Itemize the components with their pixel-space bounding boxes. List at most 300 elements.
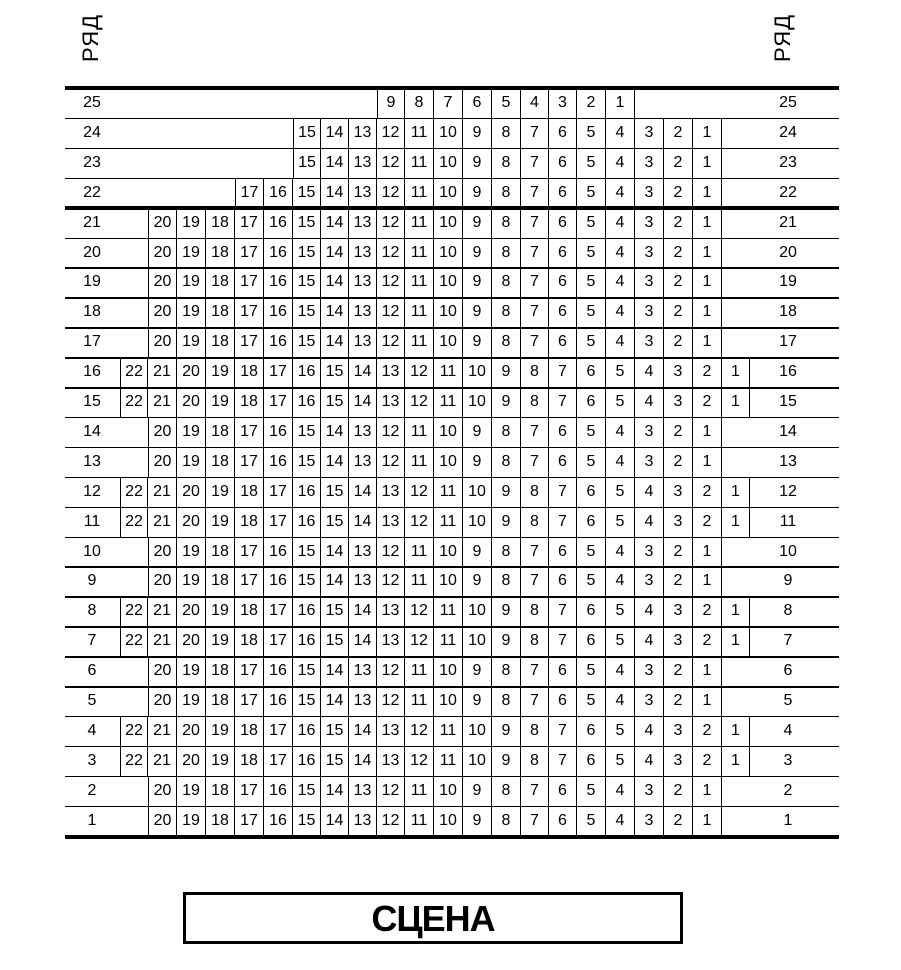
seat[interactable]: 13	[377, 387, 405, 417]
seat[interactable]: 10	[463, 746, 492, 776]
seat[interactable]: 16	[293, 387, 321, 417]
seat[interactable]: 3	[635, 208, 664, 238]
seat[interactable]: 5	[606, 626, 635, 656]
seat[interactable]: 6	[549, 686, 577, 716]
seat[interactable]: 11	[405, 806, 434, 836]
seat[interactable]: 20	[148, 656, 177, 686]
seat[interactable]: 3	[635, 267, 664, 297]
seat[interactable]: 14	[321, 417, 349, 447]
seat[interactable]: 16	[293, 507, 321, 537]
seat[interactable]: 6	[549, 417, 577, 447]
seat[interactable]: 14	[349, 596, 377, 626]
seat[interactable]: 3	[635, 806, 664, 836]
seat[interactable]: 17	[235, 806, 264, 836]
seat[interactable]: 18	[206, 267, 235, 297]
seat[interactable]: 9	[463, 537, 492, 567]
seat[interactable]: 22	[120, 357, 148, 387]
seat[interactable]: 9	[463, 118, 492, 148]
seat[interactable]: 21	[148, 626, 177, 656]
seat[interactable]: 6	[549, 806, 577, 836]
seat[interactable]: 13	[377, 477, 405, 507]
seat[interactable]: 15	[293, 238, 321, 268]
seat[interactable]: 19	[177, 776, 206, 806]
seat[interactable]: 17	[235, 417, 264, 447]
seat[interactable]: 12	[405, 477, 434, 507]
seat[interactable]: 17	[264, 357, 293, 387]
seat[interactable]: 20	[148, 447, 177, 477]
seat[interactable]: 12	[377, 148, 405, 178]
seat[interactable]: 4	[606, 267, 635, 297]
seat[interactable]: 10	[434, 238, 463, 268]
seat[interactable]: 13	[349, 267, 377, 297]
seat[interactable]: 5	[577, 656, 606, 686]
seat[interactable]: 18	[206, 776, 235, 806]
seat[interactable]: 4	[521, 88, 549, 118]
seat[interactable]: 15	[321, 477, 349, 507]
seat[interactable]: 8	[521, 626, 549, 656]
seat[interactable]: 10	[434, 297, 463, 327]
seat[interactable]: 17	[235, 537, 264, 567]
seat[interactable]: 6	[549, 656, 577, 686]
seat[interactable]: 20	[148, 417, 177, 447]
seat[interactable]: 11	[405, 686, 434, 716]
seat[interactable]: 9	[463, 267, 492, 297]
seat[interactable]: 21	[148, 596, 177, 626]
seat[interactable]: 7	[521, 776, 549, 806]
seat[interactable]: 2	[664, 537, 693, 567]
seat[interactable]: 5	[606, 357, 635, 387]
seat[interactable]: 11	[434, 387, 463, 417]
seat[interactable]: 9	[463, 776, 492, 806]
seat[interactable]: 8	[521, 596, 549, 626]
seat[interactable]: 14	[321, 806, 349, 836]
seat[interactable]: 9	[492, 357, 521, 387]
seat[interactable]: 5	[577, 148, 606, 178]
seat[interactable]: 2	[664, 327, 693, 357]
seat[interactable]: 5	[492, 88, 521, 118]
seat[interactable]: 7	[549, 357, 577, 387]
seat[interactable]: 1	[693, 537, 722, 567]
seat[interactable]: 10	[463, 477, 492, 507]
seat[interactable]: 19	[206, 387, 235, 417]
seat[interactable]: 1	[693, 447, 722, 477]
seat[interactable]: 4	[606, 776, 635, 806]
seat[interactable]: 7	[521, 267, 549, 297]
seat[interactable]: 8	[492, 806, 521, 836]
seat[interactable]: 2	[664, 686, 693, 716]
seat[interactable]: 9	[492, 596, 521, 626]
seat[interactable]: 19	[177, 208, 206, 238]
seat[interactable]: 7	[521, 327, 549, 357]
seat[interactable]: 13	[349, 776, 377, 806]
seat[interactable]: 13	[349, 656, 377, 686]
seat[interactable]: 3	[664, 716, 693, 746]
seat[interactable]: 8	[492, 208, 521, 238]
seat[interactable]: 10	[434, 656, 463, 686]
seat[interactable]: 8	[521, 477, 549, 507]
seat[interactable]: 22	[120, 716, 148, 746]
seat[interactable]: 1	[606, 88, 635, 118]
seat[interactable]: 1	[693, 566, 722, 596]
seat[interactable]: 3	[635, 178, 664, 208]
seat[interactable]: 5	[577, 447, 606, 477]
seat[interactable]: 12	[405, 716, 434, 746]
seat[interactable]: 7	[521, 297, 549, 327]
seat[interactable]: 1	[693, 297, 722, 327]
seat[interactable]: 4	[606, 686, 635, 716]
seat[interactable]: 7	[521, 417, 549, 447]
seat[interactable]: 19	[177, 327, 206, 357]
seat[interactable]: 9	[492, 716, 521, 746]
seat[interactable]: 6	[549, 327, 577, 357]
seat[interactable]: 18	[206, 238, 235, 268]
seat[interactable]: 1	[693, 776, 722, 806]
seat[interactable]: 4	[606, 297, 635, 327]
seat[interactable]: 3	[635, 776, 664, 806]
seat[interactable]: 11	[434, 716, 463, 746]
seat[interactable]: 6	[549, 267, 577, 297]
seat[interactable]: 3	[635, 686, 664, 716]
seat[interactable]: 12	[377, 297, 405, 327]
seat[interactable]: 15	[321, 596, 349, 626]
seat[interactable]: 1	[722, 716, 750, 746]
seat[interactable]: 20	[148, 238, 177, 268]
seat[interactable]: 2	[664, 238, 693, 268]
seat[interactable]: 14	[321, 208, 349, 238]
seat[interactable]: 16	[264, 267, 293, 297]
seat[interactable]: 10	[434, 178, 463, 208]
seat[interactable]: 20	[177, 507, 206, 537]
seat[interactable]: 6	[549, 537, 577, 567]
seat[interactable]: 14	[321, 447, 349, 477]
seat[interactable]: 12	[377, 267, 405, 297]
seat[interactable]: 10	[463, 357, 492, 387]
seat[interactable]: 2	[693, 507, 722, 537]
seat[interactable]: 7	[521, 178, 549, 208]
seat[interactable]: 4	[635, 387, 664, 417]
seat[interactable]: 19	[177, 447, 206, 477]
seat[interactable]: 4	[606, 238, 635, 268]
seat[interactable]: 8	[492, 297, 521, 327]
seat[interactable]: 7	[521, 537, 549, 567]
seat[interactable]: 6	[549, 447, 577, 477]
seat[interactable]: 3	[664, 477, 693, 507]
seat[interactable]: 11	[405, 776, 434, 806]
seat[interactable]: 16	[264, 238, 293, 268]
seat[interactable]: 8	[521, 507, 549, 537]
seat[interactable]: 13	[349, 297, 377, 327]
seat[interactable]: 9	[463, 148, 492, 178]
seat[interactable]: 9	[463, 656, 492, 686]
seat[interactable]: 11	[434, 357, 463, 387]
seat[interactable]: 6	[577, 746, 606, 776]
seat[interactable]: 9	[463, 178, 492, 208]
seat[interactable]: 1	[693, 327, 722, 357]
seat[interactable]: 12	[405, 387, 434, 417]
seat[interactable]: 11	[405, 297, 434, 327]
seat[interactable]: 14	[321, 238, 349, 268]
seat[interactable]: 4	[635, 596, 664, 626]
seat[interactable]: 3	[664, 357, 693, 387]
seat[interactable]: 9	[492, 477, 521, 507]
seat[interactable]: 17	[264, 596, 293, 626]
seat[interactable]: 11	[405, 208, 434, 238]
seat[interactable]: 12	[377, 208, 405, 238]
seat[interactable]: 6	[549, 238, 577, 268]
seat[interactable]: 5	[577, 178, 606, 208]
seat[interactable]: 10	[463, 716, 492, 746]
seat[interactable]: 12	[377, 447, 405, 477]
seat[interactable]: 8	[405, 88, 434, 118]
seat[interactable]: 6	[577, 626, 606, 656]
seat[interactable]: 17	[235, 686, 264, 716]
seat[interactable]: 10	[463, 596, 492, 626]
seat[interactable]: 2	[664, 208, 693, 238]
seat[interactable]: 6	[577, 507, 606, 537]
seat[interactable]: 14	[321, 656, 349, 686]
seat[interactable]: 18	[235, 716, 264, 746]
seat[interactable]: 3	[664, 596, 693, 626]
seat[interactable]: 11	[434, 507, 463, 537]
seat[interactable]: 11	[405, 327, 434, 357]
seat[interactable]: 17	[235, 297, 264, 327]
seat[interactable]: 8	[492, 178, 521, 208]
seat[interactable]: 10	[463, 507, 492, 537]
seat[interactable]: 8	[492, 776, 521, 806]
seat[interactable]: 15	[321, 387, 349, 417]
seat[interactable]: 9	[377, 88, 405, 118]
seat[interactable]: 20	[177, 626, 206, 656]
seat[interactable]: 13	[349, 686, 377, 716]
seat[interactable]: 22	[120, 387, 148, 417]
seat[interactable]: 18	[206, 686, 235, 716]
seat[interactable]: 16	[264, 447, 293, 477]
seat[interactable]: 11	[405, 238, 434, 268]
seat[interactable]: 16	[264, 686, 293, 716]
seat[interactable]: 17	[235, 178, 264, 208]
seat[interactable]: 15	[293, 806, 321, 836]
seat[interactable]: 2	[664, 806, 693, 836]
seat[interactable]: 20	[177, 477, 206, 507]
seat[interactable]: 12	[377, 537, 405, 567]
seat[interactable]: 6	[549, 776, 577, 806]
seat[interactable]: 12	[377, 178, 405, 208]
seat[interactable]: 10	[434, 686, 463, 716]
seat[interactable]: 19	[177, 566, 206, 596]
seat[interactable]: 4	[606, 537, 635, 567]
seat[interactable]: 17	[264, 746, 293, 776]
seat[interactable]: 1	[693, 267, 722, 297]
seat[interactable]: 3	[635, 656, 664, 686]
seat[interactable]: 19	[206, 507, 235, 537]
seat[interactable]: 5	[606, 716, 635, 746]
seat[interactable]: 14	[321, 118, 349, 148]
seat[interactable]: 1	[693, 686, 722, 716]
seat[interactable]: 16	[293, 596, 321, 626]
seat[interactable]: 10	[434, 447, 463, 477]
seat[interactable]: 15	[293, 447, 321, 477]
seat[interactable]: 4	[606, 178, 635, 208]
seat[interactable]: 19	[177, 806, 206, 836]
seat[interactable]: 11	[405, 656, 434, 686]
seat[interactable]: 2	[693, 357, 722, 387]
seat[interactable]: 12	[377, 238, 405, 268]
seat[interactable]: 14	[321, 686, 349, 716]
seat[interactable]: 4	[606, 148, 635, 178]
seat[interactable]: 15	[293, 327, 321, 357]
seat[interactable]: 8	[492, 267, 521, 297]
seat[interactable]: 3	[549, 88, 577, 118]
seat[interactable]: 11	[434, 626, 463, 656]
seat[interactable]: 16	[264, 208, 293, 238]
seat[interactable]: 11	[405, 267, 434, 297]
seat[interactable]: 1	[693, 417, 722, 447]
seat[interactable]: 22	[120, 626, 148, 656]
seat[interactable]: 6	[549, 566, 577, 596]
seat[interactable]: 16	[293, 626, 321, 656]
seat[interactable]: 8	[492, 537, 521, 567]
seat[interactable]: 3	[635, 566, 664, 596]
seat[interactable]: 14	[321, 267, 349, 297]
seat[interactable]: 2	[664, 267, 693, 297]
seat[interactable]: 6	[577, 477, 606, 507]
seat[interactable]: 17	[235, 208, 264, 238]
seat[interactable]: 13	[349, 417, 377, 447]
seat[interactable]: 16	[293, 716, 321, 746]
seat[interactable]: 19	[177, 686, 206, 716]
seat[interactable]: 2	[664, 148, 693, 178]
seat[interactable]: 6	[577, 387, 606, 417]
seat[interactable]: 8	[492, 447, 521, 477]
seat[interactable]: 20	[177, 746, 206, 776]
seat[interactable]: 20	[177, 387, 206, 417]
seat[interactable]: 6	[549, 148, 577, 178]
seat[interactable]: 5	[577, 776, 606, 806]
seat[interactable]: 2	[664, 417, 693, 447]
seat[interactable]: 11	[405, 148, 434, 178]
seat[interactable]: 6	[577, 716, 606, 746]
seat[interactable]: 18	[235, 507, 264, 537]
seat[interactable]: 3	[635, 238, 664, 268]
seat[interactable]: 3	[664, 746, 693, 776]
seat[interactable]: 15	[293, 297, 321, 327]
seat[interactable]: 13	[349, 148, 377, 178]
seat[interactable]: 2	[577, 88, 606, 118]
seat[interactable]: 7	[549, 387, 577, 417]
seat[interactable]: 12	[377, 417, 405, 447]
seat[interactable]: 3	[635, 417, 664, 447]
seat[interactable]: 19	[177, 297, 206, 327]
seat[interactable]: 18	[235, 477, 264, 507]
seat[interactable]: 17	[264, 477, 293, 507]
seat[interactable]: 13	[377, 596, 405, 626]
seat[interactable]: 3	[635, 297, 664, 327]
seat[interactable]: 15	[321, 716, 349, 746]
seat[interactable]: 2	[664, 566, 693, 596]
seat[interactable]: 15	[293, 118, 321, 148]
seat[interactable]: 20	[148, 267, 177, 297]
seat[interactable]: 8	[521, 746, 549, 776]
seat[interactable]: 21	[148, 357, 177, 387]
seat[interactable]: 21	[148, 387, 177, 417]
seat[interactable]: 5	[577, 537, 606, 567]
seat[interactable]: 15	[293, 776, 321, 806]
seat[interactable]: 12	[377, 686, 405, 716]
seat[interactable]: 12	[405, 357, 434, 387]
seat[interactable]: 20	[148, 208, 177, 238]
seat[interactable]: 16	[264, 537, 293, 567]
seat[interactable]: 6	[549, 208, 577, 238]
seat[interactable]: 8	[492, 118, 521, 148]
seat[interactable]: 15	[293, 686, 321, 716]
seat[interactable]: 19	[206, 716, 235, 746]
seat[interactable]: 19	[177, 267, 206, 297]
seat[interactable]: 18	[206, 297, 235, 327]
seat[interactable]: 20	[148, 566, 177, 596]
seat[interactable]: 8	[521, 716, 549, 746]
seat[interactable]: 14	[349, 507, 377, 537]
seat[interactable]: 5	[577, 297, 606, 327]
seat[interactable]: 12	[377, 118, 405, 148]
seat[interactable]: 7	[549, 477, 577, 507]
seat[interactable]: 10	[434, 776, 463, 806]
seat[interactable]: 13	[349, 537, 377, 567]
seat[interactable]: 1	[722, 507, 750, 537]
seat[interactable]: 7	[549, 746, 577, 776]
seat[interactable]: 4	[606, 656, 635, 686]
seat[interactable]: 10	[434, 806, 463, 836]
seat[interactable]: 5	[606, 477, 635, 507]
seat[interactable]: 18	[206, 447, 235, 477]
seat[interactable]: 12	[405, 626, 434, 656]
seat[interactable]: 1	[722, 626, 750, 656]
seat[interactable]: 19	[177, 656, 206, 686]
seat[interactable]: 4	[635, 357, 664, 387]
seat[interactable]: 14	[321, 537, 349, 567]
seat[interactable]: 18	[206, 327, 235, 357]
seat[interactable]: 2	[664, 118, 693, 148]
seat[interactable]: 4	[635, 626, 664, 656]
seat[interactable]: 14	[321, 148, 349, 178]
seat[interactable]: 9	[463, 238, 492, 268]
seat[interactable]: 22	[120, 507, 148, 537]
seat[interactable]: 1	[722, 746, 750, 776]
seat[interactable]: 11	[405, 447, 434, 477]
seat[interactable]: 22	[120, 596, 148, 626]
seat[interactable]: 6	[549, 118, 577, 148]
seat[interactable]: 18	[206, 537, 235, 567]
seat[interactable]: 15	[293, 656, 321, 686]
seat[interactable]: 19	[206, 746, 235, 776]
seat[interactable]: 10	[434, 537, 463, 567]
seat[interactable]: 4	[606, 208, 635, 238]
seat[interactable]: 2	[693, 477, 722, 507]
seat[interactable]: 1	[693, 118, 722, 148]
seat[interactable]: 8	[492, 327, 521, 357]
seat[interactable]: 7	[521, 118, 549, 148]
seat[interactable]: 11	[434, 596, 463, 626]
seat[interactable]: 14	[321, 566, 349, 596]
seat[interactable]: 21	[148, 746, 177, 776]
seat[interactable]: 15	[293, 178, 321, 208]
seat[interactable]: 9	[492, 387, 521, 417]
seat[interactable]: 4	[606, 327, 635, 357]
seat[interactable]: 18	[235, 596, 264, 626]
seat[interactable]: 11	[405, 178, 434, 208]
seat[interactable]: 8	[492, 417, 521, 447]
seat[interactable]: 7	[521, 208, 549, 238]
seat[interactable]: 13	[349, 208, 377, 238]
